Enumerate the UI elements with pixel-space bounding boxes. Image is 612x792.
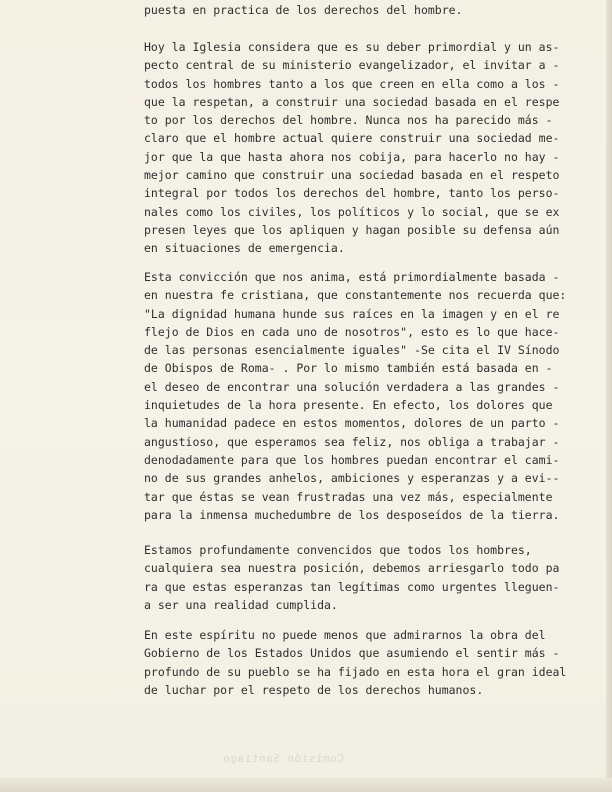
text-line: de Obispos de Roma- . Por lo mismo también está basada en - [144, 361, 553, 376]
text-line: puesta en practica de los derechos del hombre. [144, 3, 463, 17]
text-line: flejo de Dios en cada uno de nosotros", esto es lo que hace- [144, 324, 560, 339]
text-line: que la respetan, a construir una sociedad basada en el respe [144, 94, 560, 109]
bleed-through-stamp: Comisión Santiago [222, 752, 344, 765]
text-line: pecto central de su ministerio evangelizador, el invitar a - [144, 58, 560, 73]
text-line: to por los derechos del hombre. Nunca nos ha parecido más - [144, 113, 553, 128]
text-line: tar que éstas se vean frustradas una vez más, especialmente [144, 489, 553, 504]
page-bottom-edge [0, 778, 612, 792]
text-line: Esta convicción que nos anima, está primordialmente basada - [144, 270, 560, 284]
text-line: inquietudes de la hora presente. En efecto, los dolores que [144, 398, 553, 413]
paragraph-church-duty [144, 38, 589, 258]
paragraph-closing-fragment [144, 1, 589, 19]
text-line: profundo de su pueblo se ha fijado en esta hora el gran ideal [144, 664, 567, 679]
text-line: la humanidad padece en estos momentos, dolores de un parto - [144, 416, 560, 431]
text-line: Estamos profundamente convencidos que todos los hombres, [144, 543, 532, 557]
text-line: jor que la que hasta ahora nos cobija, para hacerlo no hay - [144, 149, 560, 164]
text-line: angustioso, que esperamos sea feliz, nos obliga a trabajar - [144, 434, 560, 449]
text-line: nales como los civiles, los políticos y lo social, que se ex [144, 204, 560, 219]
text-line: Gobierno de los Estados Unidos que asumiendo el sentir más - [144, 646, 560, 661]
text-line: claro que el hombre actual quiere construir una sociedad me- [144, 131, 560, 146]
text-line: el deseo de encontrar una solución verdadera a las grandes - [144, 379, 560, 394]
text-line: mejor camino que construir una sociedad basada en el respeto [144, 168, 560, 183]
paragraph-government [144, 626, 589, 699]
text-line: cualquiera sea nuestra posición, debemos arriesgarlo todo pa [144, 561, 560, 576]
text-line: integral por todos los derechos del hombre, tanto los perso- [144, 186, 560, 201]
text-line: todos los hombres tanto a los que creen en ella como a los - [144, 76, 560, 91]
text-line: de las personas esencialmente iguales" -Se cita el IV Sínodo [144, 343, 560, 358]
text-line: En este espíritu no puede menos que admirarnos la obra del [144, 628, 546, 642]
text-line: "La dignidad humana hunde sus raíces en la imagen y en el re [144, 306, 560, 321]
paragraph-convinced [144, 541, 589, 614]
text-line: ra que estas esperanzas tan legítimas como urgentes lleguen- [144, 579, 560, 594]
text-line: de luchar por el respeto de los derechos humanos. [144, 682, 484, 697]
text-line: Hoy la Iglesia considera que es su deber primordial y un as- [144, 40, 560, 54]
text-line: en nuestra fe cristiana, que constantemente nos recuerda que: [144, 288, 567, 303]
text-line: presen leyes que los apliquen y hagan posible su defensa aún [144, 222, 560, 237]
paragraph-conviction [144, 268, 589, 524]
text-line: denodadamente para que los hombres puedan encontrar el cami- [144, 452, 560, 467]
text-line: a ser una realidad cumplida. [144, 597, 338, 612]
text-line: no de sus grandes anhelos, ambiciones y esperanzas y a evi-- [144, 471, 560, 486]
text-line: en situaciones de emergencia. [144, 241, 345, 256]
text-line: para la inmensa muchedumbre de los desposeídos de la tierra. [144, 507, 560, 522]
page-edge-shadow [606, 0, 612, 792]
